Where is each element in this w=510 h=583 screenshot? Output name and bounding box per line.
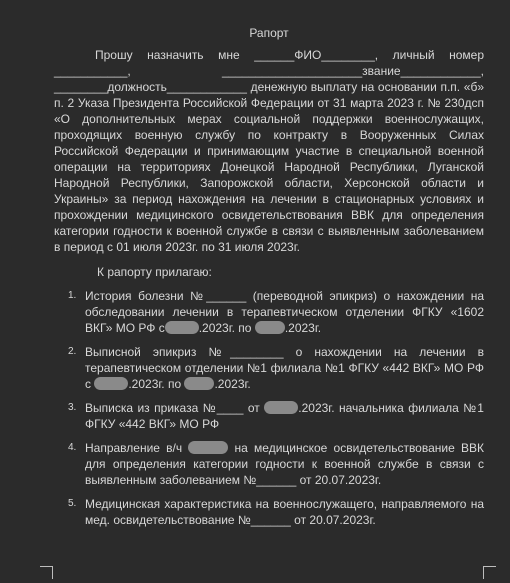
page-corner-mark-right (483, 566, 496, 579)
attachment-item-4 (54, 440, 484, 488)
attachment-text: .2023г. по (198, 321, 252, 335)
attachment-text: Медицинская характеристика на военнослужащего, направляемого на мед. освидетельствование №______ от 20.07.2023г. (85, 497, 484, 527)
attachment-number: 1. (68, 290, 77, 301)
page-corner-mark-left (40, 566, 53, 579)
document-content (54, 25, 484, 536)
attachment-text: История болезни №______ (переводной эпикриз) о нахождении на обследовании лечении в терапевтическом отделении ФГКУ «1602 ВКГ» МО РФ с (85, 289, 484, 335)
redaction-mark (188, 441, 228, 454)
attachment-number: 3. (68, 402, 77, 413)
attachment-text: .2023г. (214, 377, 251, 391)
redaction-mark (255, 321, 285, 334)
attachment-text: на медицинское освидетельствование ВВК для определения категории годности к военной службе в связи с выявленным заболеванием №______ от 20.07.2023г. (85, 441, 484, 487)
attachment-text: .2023г. начальника филиала №1 ФГКУ «442 ВКГ» МО РФ (85, 401, 484, 431)
attachment-item-5 (54, 496, 484, 528)
document-title: Рапорт (249, 26, 289, 40)
redaction-mark (184, 377, 214, 390)
redaction-mark (165, 321, 199, 334)
body-paragraph: Прошу назначить мне ______ФИО________, личный номер ___________, _____________________звание____________, ________должность____________ денежную выплату на основании п.п. «б» п. 2 Указа Президента Российской Федерации от 31 марта 2023 г. № 230дсп «О дополнительных мерах социальной поддержки военнослужащих, проходящих военную службу по контракту в Вооруженных Силах Российской Федерации и принимающим участие в специальной военной операции на территориях Донецкой Народной Республики, Луганской Народной Республики, Запорожской области, Херсонской области и Украины» за период нахождения на лечении в стационарных условиях и прохождении медицинского освидетельствования ВВК для определения категории годности к военной службе в связи с выявленным заболеванием в период с 01 июля 2023г. по 31 июля 2023г. (54, 48, 484, 254)
attachments-list (54, 288, 484, 528)
redaction-mark (264, 401, 298, 414)
attachment-text: .2023г. по (128, 377, 182, 391)
attachment-number: 5. (68, 498, 77, 509)
attachment-number: 4. (68, 442, 77, 453)
attachment-item-1 (54, 288, 484, 336)
attachment-text: .2023г. (284, 321, 322, 335)
attachments-heading: К рапорту прилагаю: (97, 265, 212, 279)
attachment-text: Выписной эпикриз №________ о нахождении на лечении в терапевтическом отделении №1 филиала №1 ФГКУ «442 ВКГ» МО РФ с (85, 345, 484, 391)
attachment-text: Направление в/ч (85, 441, 183, 455)
attachment-item-2 (54, 344, 484, 392)
attachment-text: Выписка из приказа №____ от (85, 401, 260, 415)
attachment-number: 2. (68, 346, 77, 357)
attachment-item-3 (54, 400, 484, 432)
redaction-mark (94, 377, 128, 390)
